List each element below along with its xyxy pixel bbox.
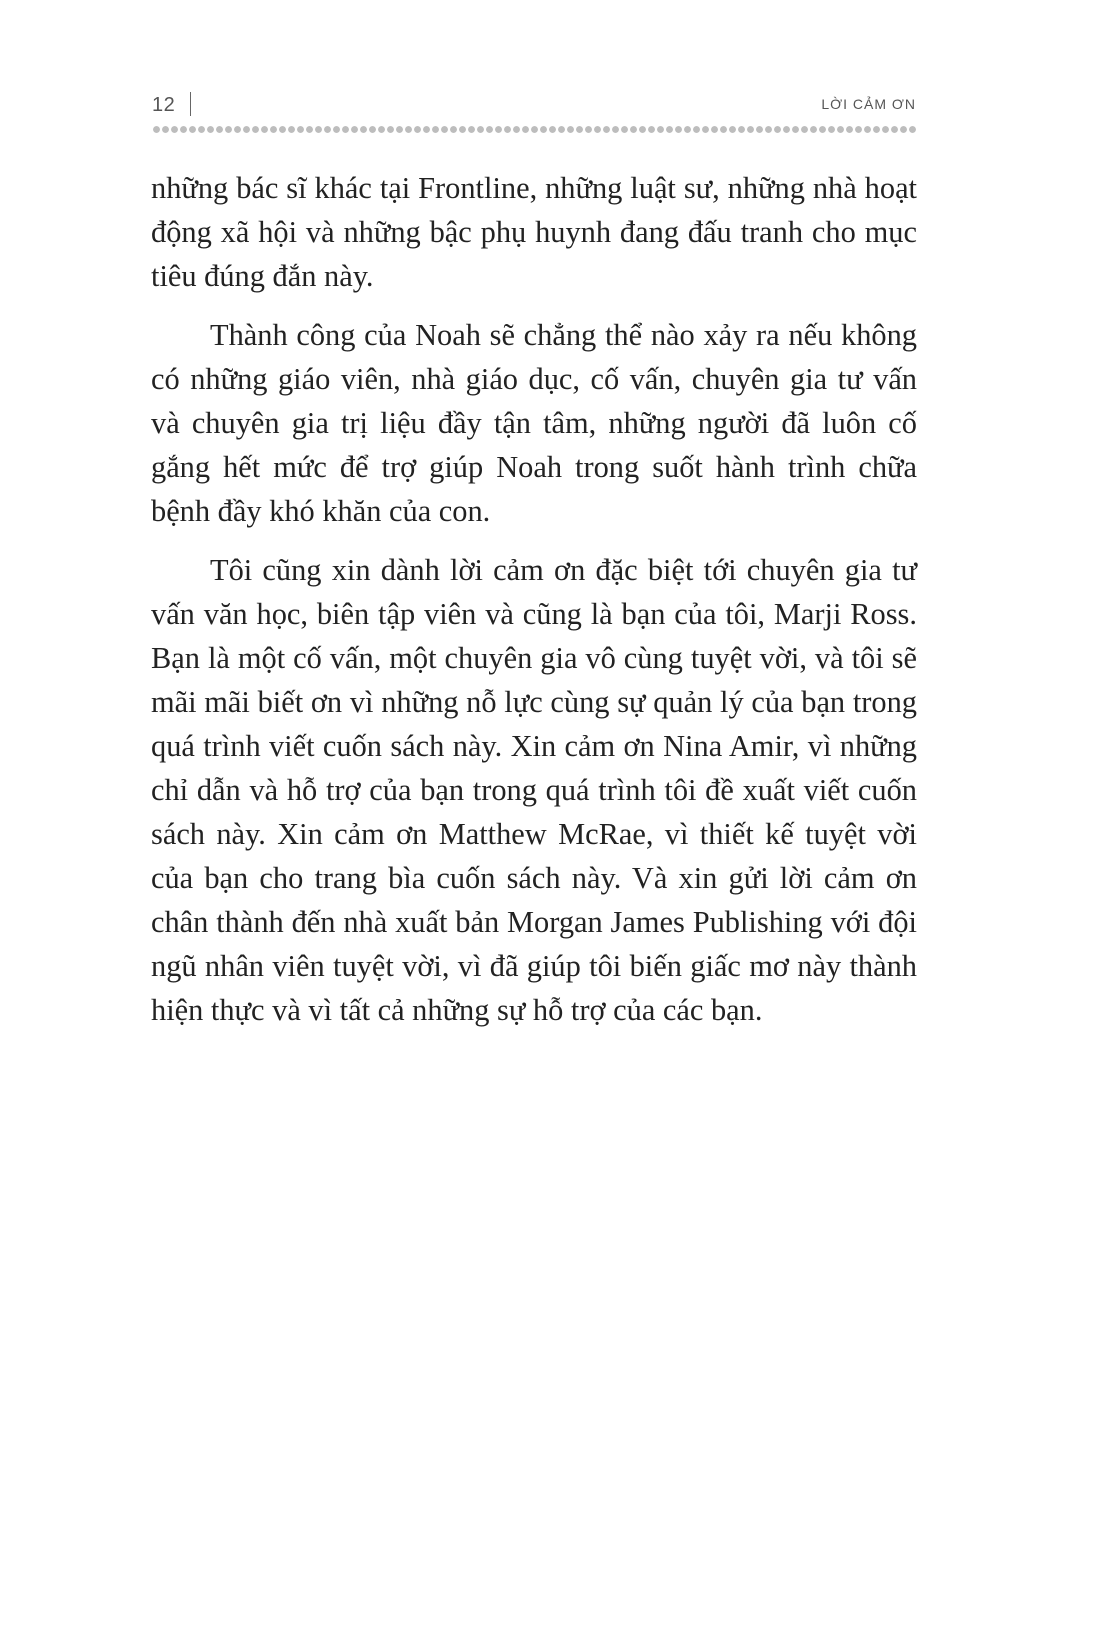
page-number: 12 (152, 94, 176, 116)
paragraph: Tôi cũng xin dành lời cảm ơn đặc biệt tới chuyên gia tư vấn văn học, biên tập viên và cũng là bạn của tôi, Marji Ross. Bạn là một cố vấn, một chuyên gia vô cùng tuyệt vời, và tôi sẽ mãi mãi biết ơn vì những nỗ lực cùng sự quản lý của bạn trong quá trình viết cuốn sách này. Xin cảm ơn Nina Amir, vì những chỉ dẫn và hỗ trợ của bạn trong quá trình tôi đề xuất viết cuốn sách này. Xin cảm ơn Matthew McRae, vì thiết kế tuyệt vời của bạn cho trang bìa cuốn sách này. Và xin gửi lời cảm ơn chân thành đến nhà xuất bản Morgan James Publishing với đội ngũ nhân viên tuyệt vời, vì đã giúp tôi biến giấc mơ này thành hiện thực và vì tất cả những sự hỗ trợ của các bạn. (151, 553, 917, 1027)
running-title: LỜI CẢM ƠN (821, 96, 916, 112)
paragraph: Thành công của Noah sẽ chẳng thể nào xảy ra nếu không có những giáo viên, nhà giáo dục, cố vấn, chuyên gia tư vấn và chuyên gia trị liệu đầy tận tâm, những người đã luôn cố gắng hết mức để trợ giúp Noah trong suốt hành trình chữa bệnh đầy khó khăn của con. (151, 318, 917, 528)
paragraph-continuation: những bác sĩ khác tại Frontline, những luật sư, những nhà hoạt động xã hội và những bậc phụ huynh đang đấu tranh cho mục tiêu đúng đắn này. (151, 171, 917, 293)
body-text (151, 166, 917, 1047)
header-divider (190, 92, 191, 116)
header-ornament-rule (152, 125, 916, 134)
page-header (152, 88, 916, 120)
